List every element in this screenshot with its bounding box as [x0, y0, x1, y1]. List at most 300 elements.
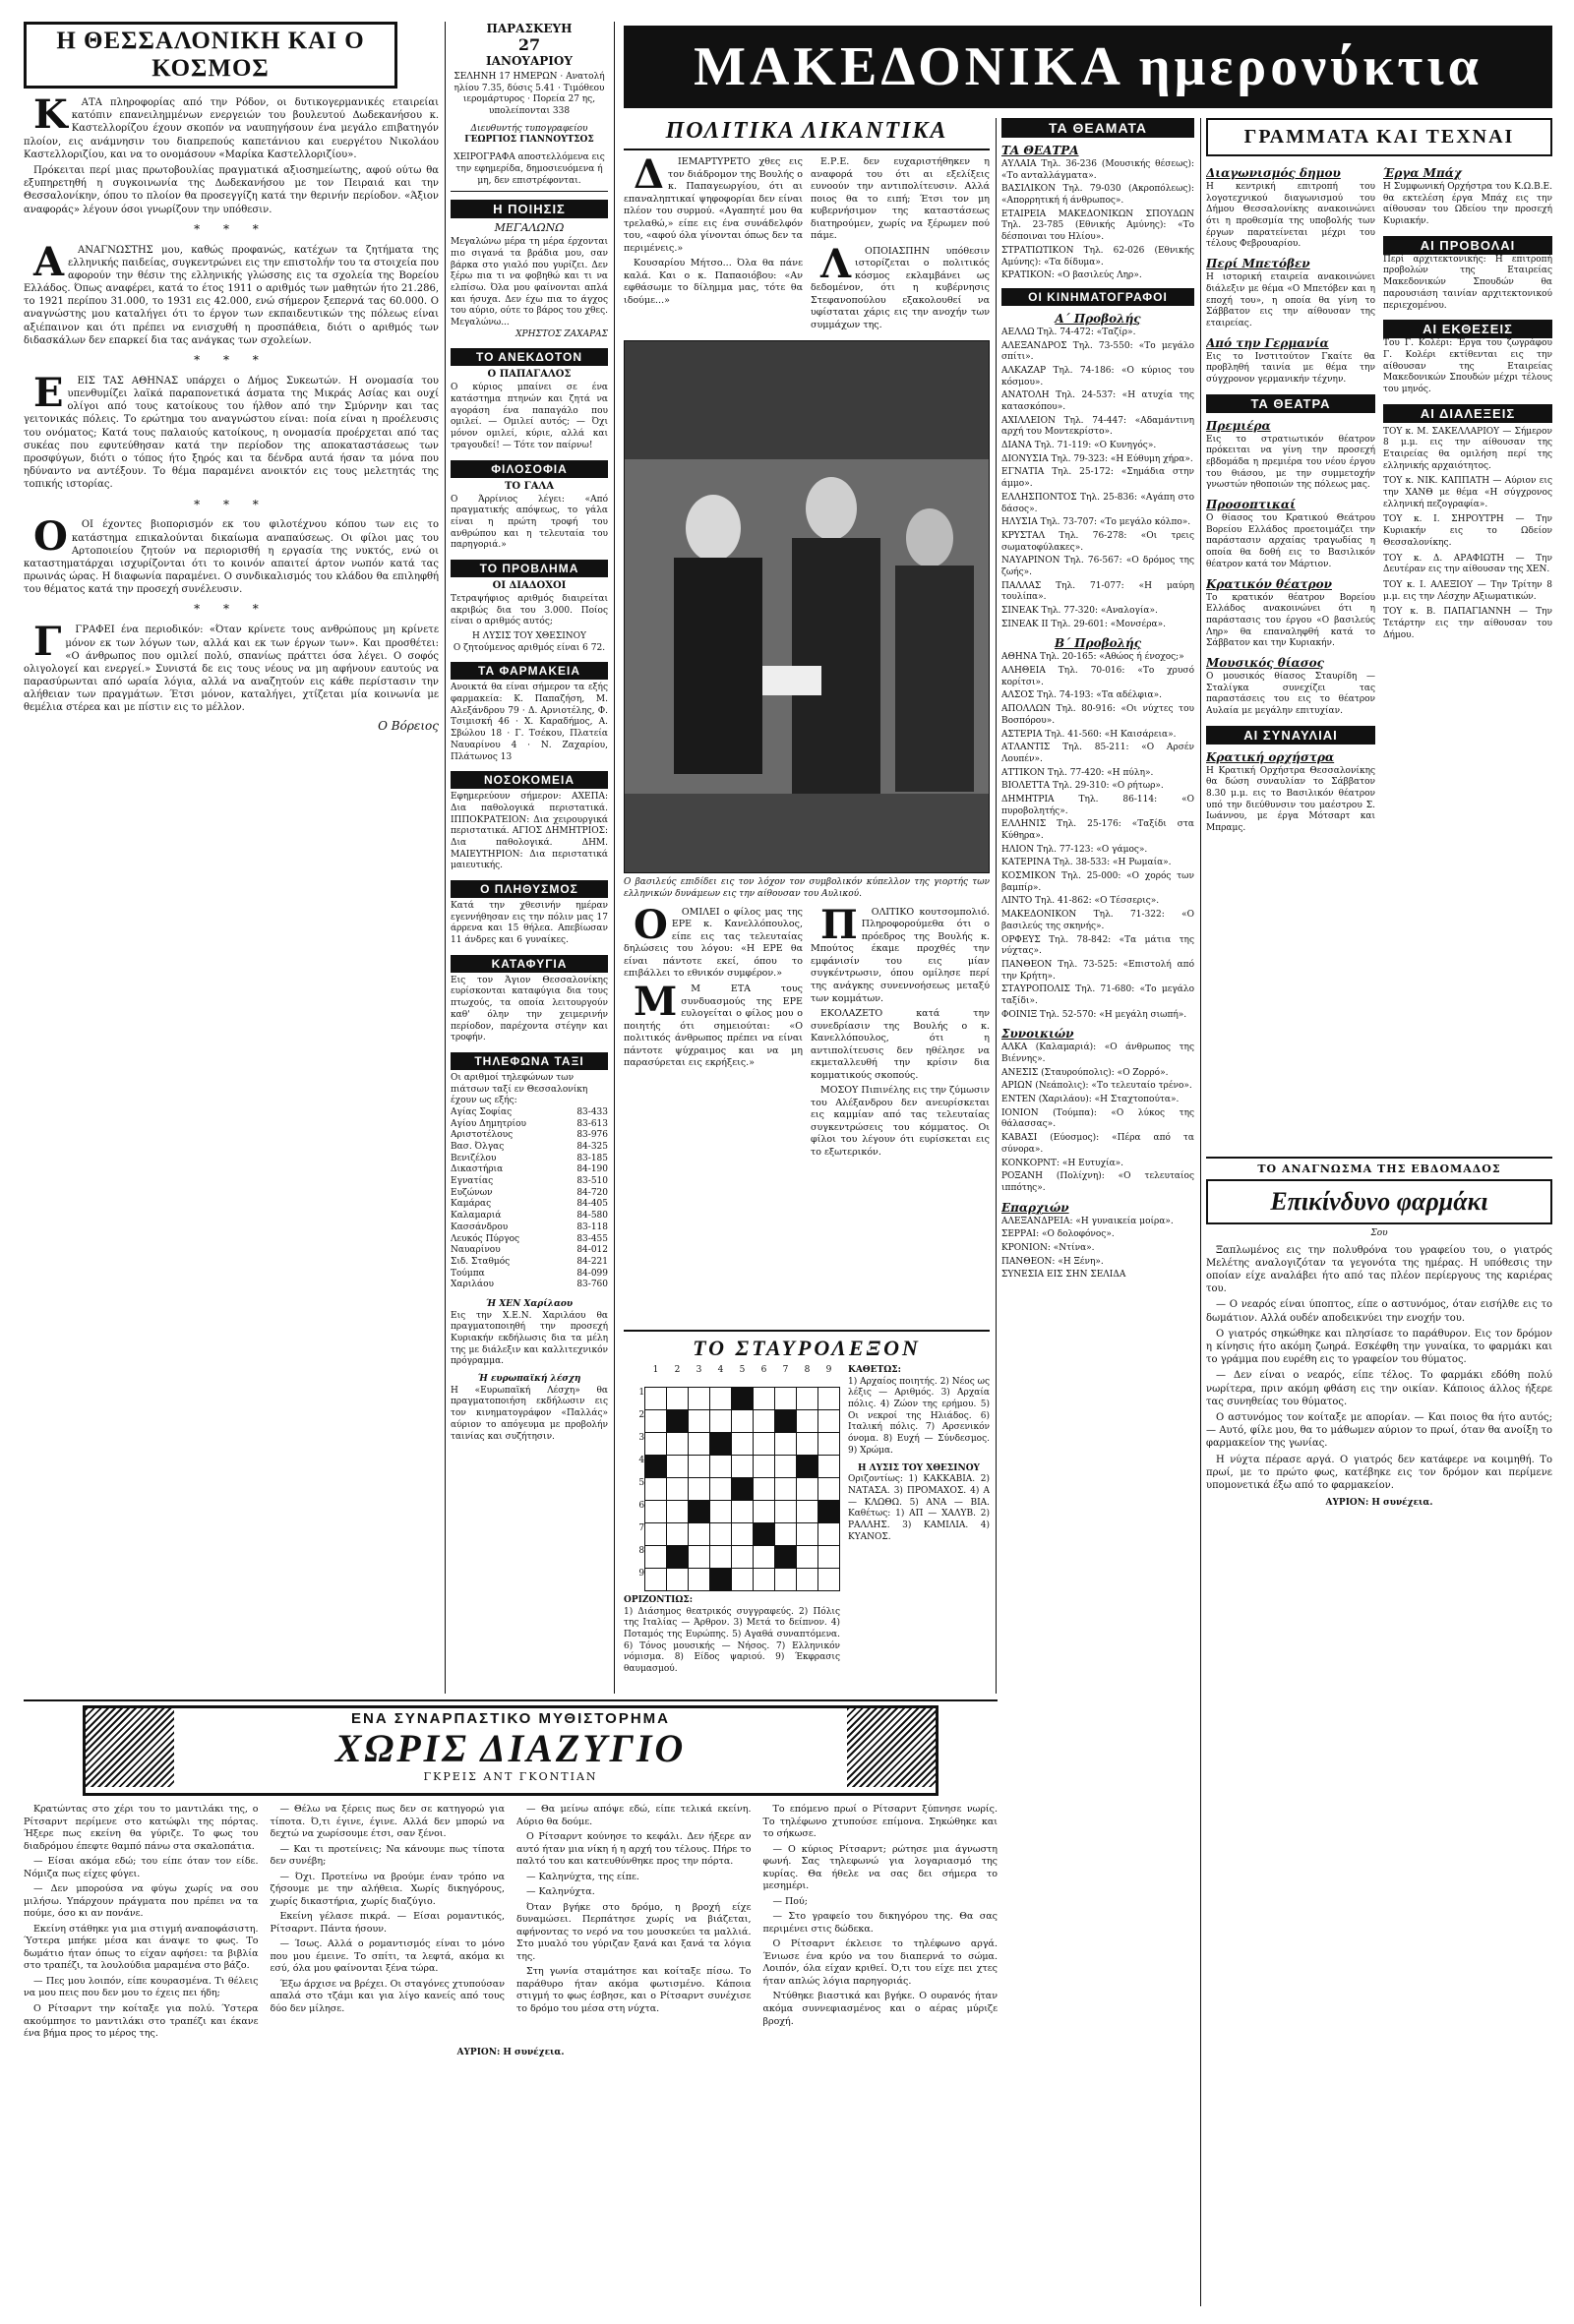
- crossword-cell[interactable]: [817, 1546, 839, 1569]
- cinema-listing: ΚΟΣΜΙΚΟΝ Τηλ. 25-000: «Ο χορός των βαμπίρ».: [1001, 871, 1194, 893]
- cinema-listing: ΣΙΝΕΑΚ ΙΙ Τηλ. 29-601: «Μονσέρα».: [1001, 619, 1166, 629]
- crossword-cell[interactable]: [689, 1546, 710, 1569]
- taxi-stand: Δικαστήρια: [451, 1164, 504, 1175]
- taxi-stand: Ευζώνων: [451, 1187, 493, 1198]
- crossword-cell[interactable]: [667, 1388, 689, 1410]
- taxi-row: [451, 1119, 608, 1131]
- date-day: ΠΑΡΑΣΚΕΥΗ: [486, 22, 573, 35]
- arts-text: Εις το Ινστιτούτον Γκαίτε θα προβληθή ταινία με θέμα την σύγχρονον γερμανικήν τέχνην.: [1206, 351, 1375, 385]
- crossword-cell[interactable]: [817, 1569, 839, 1591]
- problem-text: Τετραψήφιος αριθμός διαιρείται ακριβώς δια του 3.000. Ποίος είναι ο αριθμός αυτός;: [451, 593, 608, 627]
- crossword-cell[interactable]: [667, 1478, 689, 1501]
- crossword-column-number: 9: [825, 1365, 832, 1375]
- crossword-black-cell: [710, 1569, 732, 1591]
- section-header-anecdote: ΤΟ ΑΝΕΚΔΟΤΟΝ: [451, 348, 608, 366]
- weekly-continued: ΑΥΡΙΟΝ: Η συνέχεια.: [1325, 1498, 1433, 1509]
- theatre-text: Εις το στρατιωτικόν θέατρον πρόκειται να γίνη την προσεχή εβδομάδα η πρεμιέρα του νέου έργου του θιάσου, με την συμμετοχήν γνωστών ηθοποιών της πόλεως μας.: [1206, 434, 1375, 491]
- crossword-cell[interactable]: [817, 1478, 839, 1501]
- arts-column: [1206, 118, 1552, 1151]
- taxi-phone: 83-510: [576, 1176, 608, 1187]
- crossword-column-number: 4: [717, 1365, 724, 1375]
- serial-paragraph: — Στο γραφείο του δικηγόρου της. Θα σας περιμένει στις δώδεκα.: [762, 1911, 998, 1935]
- manuscripts-notice: ΧΕΙΡΟΓΡΑΦΑ αποστελλόμενα εις την εφημερίδα, δημοσιευόμενα ή μη, δεν επιστρέφονται.: [454, 152, 605, 186]
- crossword-black-cell: [817, 1501, 839, 1523]
- crossword-black-cell: [645, 1456, 667, 1478]
- cinema-listing: ΑΛΚΑΖΑΡ Τηλ. 74-186: «Ο κύριος του κόσμου».: [1001, 365, 1194, 387]
- serial-paragraph: — Πες μου λοιπόν, είπε κουρασμένα. Τι θέλεις να μου πεις που δεν μου το έχεις πει ήδη;: [24, 1975, 259, 1999]
- philosophy-title: ΤΟ ΓΑΛΑ: [504, 480, 554, 492]
- crossword-cell[interactable]: [774, 1478, 796, 1501]
- taxi-stand: Αριστοτέλους: [451, 1130, 514, 1141]
- taxi-stand: Ναυαρίνου: [451, 1245, 501, 1256]
- section-header-lectures: ΑΙ ΔΙΑΛΕΞΕΙΣ: [1383, 404, 1552, 423]
- taxi-phone: 84-190: [576, 1164, 608, 1175]
- cinema-listing: ΑΠΟΛΛΩΝ Τηλ. 80-916: «Οι νύχτες του Βοσπόρου».: [1001, 704, 1194, 726]
- serial-paragraph: — Καληνύχτα, της είπε.: [526, 1871, 639, 1882]
- population-text: Κατά την χθεσινήν ημέραν εγεννήθησαν εις την πόλιν μας 17 άρρενα και 15 θήλεα. Απεβίωσαν 11 άνδρες και 6 γυναίκες.: [451, 901, 608, 946]
- cinema-listing: ΑΛΕΞΑΝΔΡΟΣ Τηλ. 73-550: «Το μεγάλο σπίτι».: [1001, 340, 1194, 363]
- section-header-hospitals: ΝΟΣΟΚΟΜΕΙΑ: [451, 771, 608, 789]
- taxi-row: [451, 1234, 608, 1246]
- cinema-listing: ΠΑΝΘΕΟΝ Τηλ. 73-525: «Επιστολή από την Κρήτη».: [1001, 959, 1194, 982]
- hospitals-text: Εφημερεύουν σήμερον: ΑΧΕΠΑ: Δια παθολογικά περιστατικά. ΙΠΠΟΚΡΑΤΕΙΟΝ: Δια χειρουργικά περιστατικά. ΑΓΙΟΣ ΔΗΜΗΤΡΙΟΣ: Δια παθολογικά. ΔΗΜ. ΜΑΙΕΥΤΗΡΙΟΝ: Δια περιστατικά μαιευτικής.: [451, 792, 608, 871]
- crossword-row-number: 6: [638, 1500, 645, 1511]
- crossword-cell[interactable]: [710, 1546, 732, 1569]
- taxi-phone: 83-118: [576, 1222, 608, 1232]
- crossword-cell[interactable]: [774, 1388, 796, 1410]
- crossword-cell[interactable]: [667, 1501, 689, 1523]
- crossword-column-number: 6: [760, 1365, 767, 1375]
- serial-paragraph: — Είσαι ακόμα εδώ; του είπε όταν τον είδε. Νόμιζα πως είχες φύγει.: [24, 1856, 259, 1879]
- crossword-down-clues: 1) Αρχαίος ποιητής. 2) Νέος ως λέξις — Αριθμός. 3) Αρχαία πόλις. 4) Ζώον της ερήμου. 5) Οι νεκροί της Ηλιάδος. 6) Ιταλική πόλις. 7) Αρσενικόν όνομα. 8) Ευχή — Σύνδεσμος. 9) Χρώμα.: [848, 1376, 990, 1456]
- cinema-listing: ΣΕΡΡΑΙ: «Ο δολοφόνος».: [1001, 1229, 1115, 1240]
- crossword-cell[interactable]: [710, 1456, 732, 1478]
- cinema-listing: ΑΧΙΛΛΕΙΟΝ Τηλ. 74-447: «Αδαμάντινη αρχή του Μοντεκρίστο».: [1001, 415, 1194, 438]
- crossword-cell[interactable]: [796, 1546, 817, 1569]
- politics-title: ΠΟΛΙΤΙΚΑ ΛΙΚΑΝΤΙΚΑ: [624, 118, 990, 150]
- cinema-listing: ΙΟΝΙΟΝ (Τούμπα): «Ο λύκος της θάλασσας».: [1001, 1107, 1194, 1130]
- taxi-row: [451, 1130, 608, 1142]
- crossword-cell[interactable]: [817, 1433, 839, 1456]
- crossword-cell[interactable]: [667, 1523, 689, 1546]
- crossword-row-number: 1: [638, 1387, 645, 1398]
- taxi-row: [451, 1176, 608, 1188]
- subheader-first-run: Α΄ Προβολής: [1055, 311, 1141, 326]
- taxi-stand: Εγνατίας: [451, 1176, 494, 1187]
- serial-paragraph: — Δεν μπορούσα να φύγω χωρίς να σου μιλήσω. Υπάρχουν πράγματα που πρέπει να τα πούμε, όσο κι αν πονάνε.: [24, 1883, 259, 1920]
- crossword-cell[interactable]: [645, 1410, 667, 1433]
- section-header-poetry: Η ΠΟΙΗΣΙΣ: [451, 200, 608, 218]
- cinema-listing: ΚΡΟΝΙΟΝ: «Ντίνα».: [1001, 1242, 1095, 1253]
- date-month: ΙΑΝΟΥΑΡΙΟΥ: [486, 54, 573, 68]
- exhibitions-text: Του Γ. Κολέρι: Έργα του ζωγράφου Γ. Κολέρι εκτίθενται εις την αίθουσαν της Εταιρείας Μακεδονικών Σπουδών μέχρι τέλους του μηνός.: [1383, 338, 1552, 394]
- cinema-listing: ΒΙΟΛΕΤΤΑ Τηλ. 29-310: «Ο ρήτωρ».: [1001, 781, 1164, 792]
- taxi-stand: Καλαμαριά: [451, 1211, 502, 1222]
- taxi-stand: Καμάρας: [451, 1199, 492, 1210]
- lecture-item: ΤΟΥ κ. ΝΙΚ. ΚΑΠΠΑΤΗ — Αύριον εις την ΧΑΝΘ με θέμα «Η σύγχρονος ελληνική πεζογραφία».: [1383, 476, 1552, 509]
- lecture-item: ΤΟΥ κ. Ι. ΣΗΡΟΥΤΡΗ — Την Κυριακήν εις το Ωδείον Θεσσαλονίκης.: [1383, 514, 1552, 548]
- crossword-black-cell: [774, 1410, 796, 1433]
- crossword-cell[interactable]: [710, 1388, 732, 1410]
- pharmacies-text: Ανοικτά θα είναι σήμερον τα εξής φαρμακεία: Κ. Παπαζήση, Μ. Αλεξάνδρου 79 · Δ. Αρνιοτέλης, Φ. Τσιμισκή 46 · Χ. Καραδήμος, Α. Σβώλου 18 · Γ. Τσέκου, Πλατεία Ναυαρίνου 4 · Ν. Ζαχαρίου, Πλάτωνος 13: [451, 683, 608, 762]
- weekly-body: [1206, 1244, 1552, 1492]
- crossword-column-number: 3: [696, 1365, 702, 1375]
- politics-item: Λ ΟΠΟΙΑΣΠΗΝ υπόθεσιν ιστορίζεται ο πολιτικός κόσμος εκλαμβάνει ως δεδομένον, ότι η κυβέρνησις Στεφανοπούλου εξακολουθεί να υφίσταται χάρις εις την ανοχήν των συμμάχων της.: [811, 240, 990, 330]
- serial-paragraph: Ντύθηκε βιαστικά και βγήκε. Ο ουρανός ήταν ακόμα συννεφιασμένος και ο αέρας μύριζε βροχή.: [762, 1991, 998, 2027]
- weekly-reading: [1206, 1157, 1552, 2306]
- crossword-black-cell: [667, 1410, 689, 1433]
- cinema-listing: ΑΛΣΟΣ Τηλ. 74-193: «Τα αδέλφια».: [1001, 690, 1162, 701]
- crossword-cell[interactable]: [689, 1478, 710, 1501]
- taxi-phone: 84-720: [576, 1187, 608, 1198]
- taxi-row: [451, 1269, 608, 1281]
- cinema-listing: ΚΟΝΚΟΡΝΤ: «Η Ευτυχία».: [1001, 1158, 1124, 1168]
- crossword-cell[interactable]: [667, 1456, 689, 1478]
- serial-continued: ΑΥΡΙΟΝ: Η συνέχεια.: [456, 2047, 565, 2057]
- article-sykies: Ε ΕΙΣ ΤΑΣ ΑΘΗΝΑΣ υπάρχει ο Δήμος Συκεωτών. Η ονομασία του υπενθυμίζει λαϊκά παραπονετικά άσματα της Μικράς Ασίας και ουχί ολίγοι από τους κατοίκους του ήλθον από την Σμύρνην και τας γειτονικάς πόλεις. Το ερώτημα του αναγνώστου είναι: ποία είναι η προέλευσις του ονόματος; Κατά τους παλαιούς κατοίκους, η ονομασία προέρχεται από τας συκέας που εφυτεύθησαν κατά την περίοδον της αποκαταστάσεως των προσφύγων, διότι ο τόπος ήτο ξηρός και τα δένδρα αυτά ήσαν τα μόνα που ηδύναντο να αντέξουν. Το θέμα παραμένει ανοικτόν εις τους μελετητάς της τοπικής ιστορίας.: [24, 369, 439, 491]
- cinema-listing: ΦΟΙΝΙΞ Τηλ. 52-570: «Η μεγάλη σιωπή».: [1001, 1009, 1187, 1020]
- lecture-item: ΤΟΥ κ. Β. ΠΑΠΑΓΙΑΝΝΗ — Την Τετάρτην εις την αίθουσαν του Δήμου.: [1383, 607, 1552, 640]
- weekly-title-box: [1206, 1179, 1552, 1224]
- crossword-cell[interactable]: [689, 1410, 710, 1433]
- serial-paragraph: Στη γωνία σταμάτησε και κοίταξε πίσω. Το παράθυρο ήταν ακόμα φωτισμένο. Κάποια στιγμή το φως έσβησε, και ο Ρίτσαρντ συνέχισε το δρόμο του μέσα στη νύχτα.: [516, 1966, 752, 2014]
- serial-paragraph: Ο Ρίτσαρντ κούνησε το κεφάλι. Δεν ήξερε αν αυτό ήταν μια νίκη ή η αρχή του τέλους. Πήρε το παλτό του και κατευθύνθηκε προς την πόρτα.: [516, 1831, 752, 1868]
- weekly-kicker: ΤΟ ΑΝΑΓΝΩΣΜΑ ΤΗΣ ΕΒΔΟΜΑΔΟΣ: [1257, 1162, 1501, 1175]
- crossword-column-number: 5: [739, 1365, 746, 1375]
- serial-paragraph: Το επόμενο πρωί ο Ρίτσαρντ ξύπνησε νωρίς. Το τηλέφωνο χτυπούσε επίμονα. Σηκώθηκε και το σήκωσε.: [762, 1804, 998, 1840]
- serial-paragraph: Όταν βγήκε στο δρόμο, η βροχή είχε δυναμώσει. Περπάτησε χωρίς να βιάζεται, αφήνοντας το νερό να του μουσκεύει τα μαλλιά. Στο μυαλό του γύριζαν ξανά και ξανά τα λόγια της.: [516, 1901, 752, 1962]
- crossword-cell[interactable]: [645, 1388, 667, 1410]
- crossword-cell[interactable]: [817, 1523, 839, 1546]
- anecdote-title: Ο ΠΑΠΑΓΑΛΟΣ: [487, 369, 572, 381]
- serial-author: ΓΚΡΕΙΣ ΑΝΤ ΓΚΟΝΤΙΑΝ: [423, 1770, 598, 1783]
- theatre-listing: ΒΑΣΙΛΙΚΟΝ Τηλ. 79-030 (Ακροπόλεως): «Απορρητική ή άνθρωπος».: [1001, 184, 1194, 207]
- taxi-row: [451, 1222, 608, 1234]
- weekly-paragraph: Ξαπλωμένος εις την πολυθρόνα του γραφείου του, ο γιατρός Μελέτης αναλογιζόταν τα γεγονότα της ημέρας. Η υπόθεσις την οποίαν είχε αναλάβει ήτο από τας πλέον περίεργους της καριέρας του.: [1206, 1244, 1552, 1295]
- weekly-paragraph: Ο γιατρός σηκώθηκε και πλησίασε το παράθυρον. Εις τον δρόμον η κίνησις ήτο ακόμη ζωηρά. Εσκέφθη την γυναίκα, το φαρμάκι και το γράμμα που ευρέθη εις το γραφείον του θύματος.: [1206, 1328, 1552, 1366]
- cinema-listing: ΜΑΚΕΔΟΝΙΚΟΝ Τηλ. 71-322: «Ο βασιλεύς της σκηνής».: [1001, 910, 1194, 931]
- crossword-cell[interactable]: [731, 1523, 753, 1546]
- theatre-subheader: Πρεμιέρα: [1206, 418, 1271, 433]
- section-header-spectacles: ΤΑ ΘΕΑΜΑΤΑ: [1001, 118, 1194, 138]
- theatre-text: Το κρατικόν θέατρον Βορείου Ελλάδος ανακοινώνει ότι η παράστασις του έργου «Ο βασιλεύς Ληρ» θα επαναληφθή κατά το Σάββατον και την Κυριακήν.: [1206, 592, 1375, 649]
- taxi-row: [451, 1199, 608, 1211]
- crossword-cell[interactable]: [796, 1433, 817, 1456]
- taxi-row: [451, 1257, 608, 1269]
- province-cinema-list: [1001, 1217, 1194, 1281]
- crossword-down-heading: ΚΑΘΕΤΩΣ:: [848, 1365, 901, 1375]
- cinema-listing: ΑΤΛΑΝΤΙΣ Τηλ. 85-211: «Ο Αρσέν Λουπέν».: [1001, 743, 1194, 764]
- arts-subheader: Περί Μπετόβεν: [1206, 257, 1310, 271]
- cinema-listing: ΚΡΥΣΤΑΛ Τηλ. 76-278: «Οι τρεις σωματοφύλακες».: [1001, 530, 1194, 553]
- crossword-cell[interactable]: [817, 1388, 839, 1410]
- taxi-stand: Βασ. Όλγας: [451, 1142, 505, 1152]
- crossword-column-number: 1: [652, 1365, 659, 1375]
- cinema-listing: ΣΤΑΥΡΟΠΟΛΙΣ Τηλ. 71-680: «Το μεγάλο ταξίδι».: [1001, 984, 1194, 1006]
- crossword-cell[interactable]: [645, 1433, 667, 1456]
- serial-header-hatch: [86, 1708, 174, 1787]
- section-header-philosophy: ΦΙΛΟΣΟΦΙΑ: [451, 460, 608, 478]
- taxi-row: [451, 1107, 608, 1119]
- arts-subheader: Από την Γερμανία: [1206, 335, 1329, 350]
- article-bakers: Ο ΟΙ έχοντες βιοπορισμόν εκ του φιλοτέχνου κόπου των εις το κατάστημα επικαλούνται δικαίωμα αναπαύσεως. Οι φίλοι μας του Αρτοποιείου ζητούν να περιορισθή η εργασία της νυκτός, ενώ οι καταστηματάρχαι ισχυρίζονται ότι το κοινόν απαιτεί άρτον νωπόν κατά τας πρωινάς ώρας. Η διαφωνία παραμένει. Ο συνδικαλισμός του κλάδου θα επιληφθή του θέματος κατά την προσεχή συνέλευσιν.: [24, 513, 439, 596]
- date-number: 27: [517, 35, 541, 54]
- crossword-cell[interactable]: [753, 1456, 774, 1478]
- article-rhodes: Κ ΑΤΑ πληροφορίας από την Ρόδον, οι δυτικογερμανικές εταιρείαι κατόπιν επανειλημμένων ενεργειών του βουλευτού Δωδεκανήσου κ. Καστελλορίζου έχουν σκοπόν να ναυπηγήσουν ένα μεγάλο επιβατηγόν πλοίον, εις ανάμνησιν του διαπρεπούς καπετάνιου και ευεργέτου Νικολάου Καστελλοριζίου, και να το ονομάσουν «Μαρίκα Καστελλοριζίου».: [24, 91, 439, 160]
- lecture-item: ΤΟΥ κ. Ι. ΑΛΕΞΙΟΥ — Την Τρίτην 8 μ.μ. εις την Λέσχην Αξιωματικών.: [1383, 579, 1552, 602]
- cinema-listing: ΑΡΙΩΝ (Νεάπολις): «Το τελευταίο τρένο».: [1001, 1081, 1192, 1092]
- crossword-cell[interactable]: [689, 1523, 710, 1546]
- crossword-cell[interactable]: [774, 1501, 796, 1523]
- crossword-cell[interactable]: [645, 1478, 667, 1501]
- crossword-cell[interactable]: [731, 1569, 753, 1591]
- taxi-row: [451, 1280, 608, 1291]
- cinema-listing: ΕΛΛΗΣΠΟΝΤΟΣ Τηλ. 25-836: «Αγάπη στο δάσος».: [1001, 492, 1194, 514]
- politics-item: ΕΚΟΛΑΖΕΤΟ κατά την συνεδρίασιν της Βουλής ο κ. Κανελλόπουλος, ότι η αντιπολίτευσις δεν ηθέλησε να εκμεταλλευθή την κρίσιν δια κομματικούς σκοπούς.: [811, 1008, 990, 1081]
- crossword-cell[interactable]: [796, 1410, 817, 1433]
- serial-paragraph: — Πού;: [772, 1895, 808, 1907]
- theatre-listing: ΚΡΑΤΙΚΟΝ: «Ο βασιλεύς Ληρ».: [1001, 270, 1142, 281]
- section-header-concerts: ΑΙ ΣΥΝΑΥΛΙΑΙ: [1206, 726, 1375, 745]
- crossword-cell[interactable]: [710, 1410, 732, 1433]
- subheader-suburbs: Συνοικιών: [1001, 1027, 1074, 1042]
- crossword-cell[interactable]: [731, 1410, 753, 1433]
- cinema-first-run-list: [1001, 328, 1194, 631]
- crossword-black-cell: [796, 1456, 817, 1478]
- cinema-listing: ΣΥΝΕΣΙΑ ΕΙΣ ΣΗΝ ΣΕΛΙΔΑ: [1001, 1270, 1126, 1281]
- cinema-listing: ΔΙΟΝΥΣΙΑ Τηλ. 79-323: «Η Εύθυμη χήρα».: [1001, 453, 1193, 464]
- director-label: Διευθυντής τυπογραφείου: [470, 123, 588, 134]
- taxi-phone: 84-325: [576, 1142, 608, 1152]
- section-header-exhibitions: ΑΙ ΕΚΘΕΣΕΙΣ: [1383, 320, 1552, 338]
- cinema-listing: ΗΛΥΣΙΑ Τηλ. 73-707: «Το μεγάλο κόλπο».: [1001, 517, 1191, 528]
- crossword-cell[interactable]: [774, 1456, 796, 1478]
- lecture-item: ΤΟΥ κ. Μ. ΣΑΚΕΛΛΑΡΙΟΥ — Σήμερον 8 μ.μ. εις την αίθουσαν της Εταιρείας θα ομιλήση περί της ελληνικής αρχαιότητος.: [1383, 426, 1552, 471]
- crossword-black-cell: [667, 1546, 689, 1569]
- politics-item: Ο ΟΜΙΛΕΙ ο φίλος μας της ΕΡΕ κ. Κανελλόπουλος, είπε εις τας τελευταίας δηλώσεις του λόγου: «Η ΕΡΕ θα είναι πάντοτε εκεί, όπου το επιβάλλει το εθνικόν συμφέρον.»: [624, 901, 803, 980]
- article-periodical: Γ ΓΡΑΦΕΙ ένα περιοδικόν: «Όταν κρίνετε τους ανθρώπους μη κρίνετε μόνον εκ των λόγων των, αλλά και εκ των έργων των». Και προσθέτει: «Ο άνθρωπος που ομιλεί πολύ, σπανίως πράττει όσα λέγει. Ο σοφός ολιγολογεί και ενεργεί.» Συνιστά δε εις τους νέους να μη αφήνουν εαυτούς να παρασύρωνται από ωραία λόγια, αλλά να αναζητούν εις κάθε περίστασιν την αλήθειαν των πραγμάτων. Έτσι μόνον, καταλήγει, χτίζεται μία κοινωνία με θεμέλια στέρεα και με πίστιν εις το μέλλον.: [24, 619, 439, 714]
- crossword-cell[interactable]: [774, 1523, 796, 1546]
- crossword-row-number: 9: [638, 1568, 645, 1579]
- taxi-phone: 84-221: [576, 1256, 608, 1267]
- serial-header-hatch: [847, 1708, 936, 1787]
- crossword-cell[interactable]: [667, 1433, 689, 1456]
- problem-solution-label: Η ΛΥΣΙΣ ΤΟΥ ΧΘΕΣΙΝΟΥ: [472, 631, 586, 641]
- taxi-row: [451, 1211, 608, 1222]
- crossword-black-cell: [753, 1523, 774, 1546]
- suburb-cinema-list: [1001, 1043, 1194, 1194]
- crossword-across-clues: 1) Διάσημος θεατρικός συγγραφεύς. 2) Πόλις της Ιταλίας — Άρθρον. 3) Μετά το δείπνον. 4) Ποταμός της Ευρώπης. 5) Αγαθά συναπτόμενα. 6) Τόνος μουσικής — Νήσος. 7) Ελληνικόν νόμισμα. 8) Είδος ψαριού. 9) Έκφρασις θαυμασμού.: [624, 1606, 840, 1675]
- crossword-cell[interactable]: [753, 1546, 774, 1569]
- crossword-solution-heading: Η ΛΥΣΙΣ ΤΟΥ ΧΘΕΣΙΝΟΥ: [858, 1462, 980, 1473]
- concert-text: Η Κρατική Ορχήστρα Θεσσαλονίκης θα δώση συναυλίαν το Σάββατον 8.30 μ.μ. εις το Βασιλικόν θέατρον υπό την διεύθυνσιν του μαέστρου Σ. Ιωάννου, με έργα Μότσαρτ και Μπραμς.: [1206, 765, 1375, 834]
- taxi-phone: 84-099: [576, 1268, 608, 1279]
- taxi-stand: Βενιζέλου: [451, 1153, 497, 1163]
- crossword-cell[interactable]: [817, 1456, 839, 1478]
- crossword-cell[interactable]: [710, 1478, 732, 1501]
- arts-text: Η ιστορική εταιρεία ανακοινώνει διάλεξιν με θέμα «Ο Μπετόβεν και η εποχή του», η οποία θα γίνη το Σάββατον εις την αίθουσαν της εταιρείας.: [1206, 272, 1375, 328]
- crossword-column-number: 7: [782, 1365, 789, 1375]
- serial-paragraph: Ο Ρίτσαρντ την κοίταξε για πολύ. Ύστερα ακούμπησε το μαντιλάκι στο τραπέζι και έκανε ένα βήμα προς το μέρος της.: [24, 2002, 259, 2040]
- serial-paragraph: — Και τι προτείνεις; Να κάνουμε πως τίποτα δεν συνέβη;: [270, 1843, 505, 1868]
- section-divider: * * *: [194, 497, 269, 511]
- crossword-cell[interactable]: [753, 1478, 774, 1501]
- crossword-cell[interactable]: [689, 1456, 710, 1478]
- section-header-population: Ο ΠΛΗΘΥΣΜΟΣ: [451, 880, 608, 898]
- director-name: ΓΕΩΡΓΙΟΣ ΓΙΑΝΝΟΥΤΣΟΣ: [464, 135, 594, 146]
- theatre-text: Ο θίασος του Κρατικού Θεάτρου Βορείου Ελλάδος προετοιμάζει την παράστασιν αρχαίας τραγωδίας η οποία θα δοθή εις το Βασιλικόν θέατρον κατά τον Μάρτιον.: [1206, 513, 1375, 569]
- crossword-cell[interactable]: [645, 1501, 667, 1523]
- serial-column: [271, 1804, 506, 2044]
- serial-paragraph: Εκείνη γέλασε πικρά. — Είσαι ρομαντικός, Ρίτσαρντ. Πάντα ήσουν.: [270, 1911, 505, 1935]
- taxi-phone: 83-760: [576, 1280, 608, 1290]
- crossword-cell[interactable]: [753, 1433, 774, 1456]
- crossword-cell[interactable]: [689, 1569, 710, 1591]
- crossword-cell[interactable]: [753, 1388, 774, 1410]
- taxi-row: [451, 1142, 608, 1154]
- taxi-list: [451, 1107, 608, 1291]
- anecdote-text: Ο κύριος μπαίνει σε ένα κατάστημα πτηνών και ζητά να αγοράση ένα παπαγάλο που ομιλεί. — Ομιλεί αυτός; — Όχι μόνον ομιλεί, κύριε, αλλά και τραγουδεί! — Τότε τον παίρνω!: [451, 383, 608, 450]
- cinema-listing: ΔΗΜΗΤΡΙΑ Τηλ. 86-114: «Ο πυροβολητής».: [1001, 794, 1194, 816]
- crossword-cell[interactable]: [796, 1501, 817, 1523]
- arts-title: ΓΡΑΜΜΑΤΑ ΚΑΙ ΤΕΧΝΑΙ: [1206, 118, 1552, 156]
- serial-paragraph: — Θέλω να ξέρεις πως δεν σε κατηγορώ για τίποτα. Ό,τι έγινε, έγινε. Αλλά δεν μπορώ να δεχτώ να χωρίσουμε έτσι, σαν ξένοι.: [270, 1804, 505, 1840]
- crossword-row-number: 8: [638, 1545, 645, 1556]
- crossword-column-number: 2: [674, 1365, 681, 1375]
- crossword-cell[interactable]: [753, 1501, 774, 1523]
- crossword-grid: [624, 1365, 840, 1591]
- serial-header: [83, 1705, 938, 1796]
- section-header-shelters: ΚΑΤΑΦΥΓΙΑ: [451, 955, 608, 973]
- notice-chen-heading: Ή ΧΕΝ Χαρίλαου: [485, 1298, 574, 1309]
- crossword-cell[interactable]: [796, 1478, 817, 1501]
- politics-item: Π ΟΛΙΤΙΚΟ κουτσομπολιό. Πληροφορούμεθα ότι ο πρόεδρος της Βουλής κ. Μπούτος έκαμε προχθές την εμφάνισίν του εις μίαν συγκέντρωσιν, όπου ομίλησε περί της ανάγκης συνεννοήσεως μεταξύ των κομμάτων.: [811, 901, 990, 1004]
- crossword-row-number: 3: [638, 1432, 645, 1443]
- theatre-listing: ΣΤΡΑΤΙΩΤΙΚΟΝ Τηλ. 62-026 (Εθνικής Αμύνης): «Τα δίδυμα».: [1001, 245, 1194, 268]
- cinema-second-run-list: [1001, 652, 1194, 1021]
- crossword-cell[interactable]: [796, 1569, 817, 1591]
- crossword-column-number: 8: [804, 1365, 811, 1375]
- subheader-second-run: Β΄ Προβολής: [1054, 636, 1142, 651]
- cinema-listing: ΠΑΛΛΑΣ Τηλ. 71-077: «Η μαύρη τουλίπα».: [1001, 580, 1194, 603]
- left-column: [24, 22, 439, 1694]
- cinema-listing: ΗΛΙΟΝ Τηλ. 77-123: «Ο γάμος».: [1001, 844, 1148, 855]
- crossword-cell[interactable]: [689, 1388, 710, 1410]
- taxi-stand: Αγίας Σοφίας: [451, 1106, 513, 1117]
- politics-item: Δ ΙΕΜΑΡΤΥΡΕΤΟ χθες εις τον διάδρομον της Βουλής ο κ. Παπαγεωργίου, ότι αι επαναληπτικαί ψηφοφορίαι δεν είναι πλέον του συρμού. «Αγαπητέ μου θα τρελαθώ,» είπε εις ένα συνάδελφόν του, «αφού όλα γίνονται όπως δεν τα περιμένεις.»: [624, 151, 803, 254]
- crossword-cell[interactable]: [731, 1546, 753, 1569]
- serial-paragraph: Κρατώντας στο χέρι του το μαντιλάκι της, ο Ρίτσαρντ περίμενε στο κατώφλι της πόρτας. Ήξερε πως εκείνη θα γύριζε. Το φως του διαδρόμου έπεφτε θαμπό πάνω στα σκαλοπάτια.: [24, 1804, 259, 1852]
- theatre-subheader: Μουσικός θίασος: [1206, 655, 1324, 670]
- problem-title: ΟΙ ΔΙΑΔΟΧΟΙ: [492, 579, 567, 591]
- crossword-cell[interactable]: [817, 1410, 839, 1433]
- serial-novel: [24, 1705, 998, 2305]
- crossword-row-number: 2: [638, 1409, 645, 1420]
- crossword-cell[interactable]: [774, 1433, 796, 1456]
- serial-column: [516, 1804, 752, 2044]
- crossword-cell[interactable]: [645, 1569, 667, 1591]
- column-rule: [996, 118, 997, 1694]
- problem-solution: Ο ζητούμενος αριθμός είναι 6 72.: [453, 642, 606, 653]
- serial-paragraph: — Καληνύχτα.: [526, 1886, 595, 1898]
- serial-title: ΧΩΡΙΣ ΔΙΑΖΥΓΙΟ: [334, 1726, 687, 1770]
- crossword-cell[interactable]: [796, 1523, 817, 1546]
- serial-paragraph: Έξω άρχισε να βρέχει. Οι σταγόνες χτυπούσαν απαλά στο τζάμι και για λίγο κανείς από τους δύο δεν μίλησε.: [270, 1978, 505, 2014]
- cinema-listing: ΕΛΛΗΝΙΣ Τηλ. 25-176: «Ταξίδι στα Κύθηρα».: [1001, 819, 1194, 841]
- theatre-text: Ο μουσικός θίασος Σταυρίδη — Σταλίγκα συνεχίζει τας παραστάσεις του εις το θέατρον Αυλαία με μεγάλην επιτυχίαν.: [1206, 671, 1375, 716]
- cinema-listing: ΑΘΗΝΑ Τηλ. 20-165: «Αθώος ή ένοχος;»: [1001, 652, 1184, 663]
- crossword-cell[interactable]: [731, 1501, 753, 1523]
- section-divider: * * *: [194, 221, 269, 236]
- theatre-list: [1001, 159, 1194, 282]
- crossword-cell[interactable]: [645, 1546, 667, 1569]
- weekly-title: Επικίνδυνο φαρμάκι: [1270, 1187, 1488, 1216]
- crossword-title: ΤΟ ΣΤΑΥΡΟΛΕΞΟΝ: [693, 1336, 921, 1360]
- taxi-stand: Σιδ. Σταθμός: [451, 1256, 511, 1267]
- crossword-cell[interactable]: [753, 1410, 774, 1433]
- article-rhodes-2: Πρόκειται περί μιας πρωτοβουλίας πραγματικά αξιοσημείωτης, αφού ούτω θα εξυπηρετηθή η συγκοινωνία της Δωδεκανήσου με τον Πειραιά και την Θεσσαλονίκην, όπου το πλοίον θα προσεγγίζη κατά την θερινήν περίοδον. «Άξιον αναφοράς» λέγουν όσοι γνωρίζουν την υπόθεσιν.: [24, 164, 439, 215]
- taxi-stand: Κασσάνδρου: [451, 1222, 509, 1232]
- subheader-provinces: Επαρχιών: [1001, 1200, 1069, 1215]
- serial-top-rule: [24, 1699, 998, 1701]
- serial-paragraph: — Ίσως. Αλλά ο ρομαντισμός είναι το μόνο που μου έμεινε. Το σπίτι, τα λεφτά, ακόμα κι εσύ, όλα μου φαίνονται ξένα τώρα.: [270, 1938, 505, 1975]
- serial-paragraph: — Ο κύριος Ρίτσαρντ; ρώτησε μια άγνωστη φωνή. Σας τηλεφωνώ για λογαριασμό της κυρίας. Θα ήθελε να σας δει σήμερα το μεσημέρι.: [762, 1843, 998, 1892]
- date-box: [451, 22, 608, 192]
- crossword-black-cell: [774, 1546, 796, 1569]
- shelters-text: Εις τον Άγιον Θεσσαλονίκης ευρίσκονται καταφύγια δια τους πτωχούς, τα οποία λειτουργούν καθ' όλην την χειμερινήν περίοδον, παρέχοντα στέγην και τροφήν.: [451, 975, 608, 1043]
- theatre-listing: ΑΥΛΑΙΑ Τηλ. 36-236 (Μουσικής θέσεως): «Το ανταλλάγματα».: [1001, 159, 1194, 181]
- crossword-cell[interactable]: [645, 1523, 667, 1546]
- taxi-stand: Τούμπα: [451, 1268, 485, 1279]
- crossword-cell[interactable]: [689, 1433, 710, 1456]
- crossword-cell[interactable]: [753, 1569, 774, 1591]
- theatre-subheader: Κρατικόν θέατρον: [1206, 576, 1332, 591]
- cinema-listing: ΣΙΝΕΑΚ Τηλ. 77-320: «Αναλογία».: [1001, 606, 1158, 616]
- crossword-cell[interactable]: [667, 1569, 689, 1591]
- weekly-author: Σου: [1370, 1228, 1388, 1238]
- crossword-cell[interactable]: [710, 1523, 732, 1546]
- crossword-cell[interactable]: [774, 1569, 796, 1591]
- crossword-cell[interactable]: [710, 1501, 732, 1523]
- weekly-paragraph: Ο αστυνόμος τον κοίταξε με απορίαν. — Και ποιος θα ήτο αυτός; — Αυτό, φίλε μου, θα το μάθωμεν αύριον το πρωί, όταν θα ανοίξη το φαρμακείον της γωνίας.: [1206, 1411, 1552, 1450]
- listings-column: [1001, 118, 1194, 2306]
- taxi-stand: Λευκός Πύργος: [451, 1233, 520, 1244]
- crossword-row-number: 4: [638, 1455, 645, 1465]
- weekly-paragraph: — Δεν είναι ο νεαρός, είπε τέλος. Το φαρμάκι εδόθη πολύ νωρίτερα, πριν ακόμη φθάση εις την οικίαν. Κάποιος άλλος ήξερε τας συνηθείας του θύματος.: [1206, 1370, 1552, 1407]
- column-rule: [1200, 118, 1201, 2306]
- section-divider: * * *: [194, 353, 269, 368]
- crossword-cell[interactable]: [796, 1388, 817, 1410]
- taxi-row: [451, 1154, 608, 1165]
- arts-text: Η κεντρική επιτροπή του λογοτεχνικού διαγωνισμού του Δήμου Θεσσαλονίκης ανακοινώνει ότι η προθεσμία της υποβολής των έργων παρατείνεται μέχρι του τέλους Φεβρουαρίου.: [1206, 182, 1375, 250]
- theatre-listing: ΕΤΑΙΡΕΙΑ ΜΑΚΕΔΟΝΙΚΩΝ ΣΠΟΥΔΩΝ Τηλ. 23-785 (Εθνικής Αμύνης): «Το δέσποιναι του Ηλίου».: [1001, 209, 1194, 243]
- crossword-black-cell: [731, 1388, 753, 1410]
- taxi-phone: 83-433: [576, 1106, 608, 1117]
- taxi-stand: Αγίου Δημητρίου: [451, 1118, 526, 1129]
- cinema-listing: ΑΛΚΑ (Καλαμαριά): «Ο άνθρωπος της Βιέννης».: [1001, 1043, 1194, 1064]
- masthead-title: Η ΘΕΣΣΑΛΟΝΙΚΗ ΚΑΙ Ο ΚΟΣΜΟΣ: [56, 28, 365, 82]
- crossword-cell[interactable]: [731, 1433, 753, 1456]
- section-header-pharmacies: ΤΑ ΦΑΡΜΑΚΕΙΑ: [451, 662, 608, 680]
- column-signature: Ο Βόρειος: [378, 718, 439, 733]
- subheader-theatres: ΤΑ ΘΕΑΤΡΑ: [1001, 144, 1079, 157]
- taxi-row: [451, 1245, 608, 1257]
- crossword-cell[interactable]: [731, 1456, 753, 1478]
- concert-subheader: Κρατική ορχήστρα: [1206, 749, 1335, 764]
- cinema-listing: ΕΝΤΕΝ (Χαριλάου): «Η Σταχτοπούτα».: [1001, 1095, 1180, 1105]
- cinema-listing: ΔΙΑΝΑ Τηλ. 71-119: «Ο Κυνηγός».: [1001, 441, 1157, 451]
- politics-item: ΜΟΣΟΥ Πιπινέλης εις την ζύμωσιν του Αλέξανδρου δεν ανευρίσκεται εις καμμίαν από τας τελευταίας συγκεντρώσεις του κόμματος. Οι φίλοι του λέγουν ότι ευρίσκεται εις το εξωτερικόν.: [811, 1085, 990, 1158]
